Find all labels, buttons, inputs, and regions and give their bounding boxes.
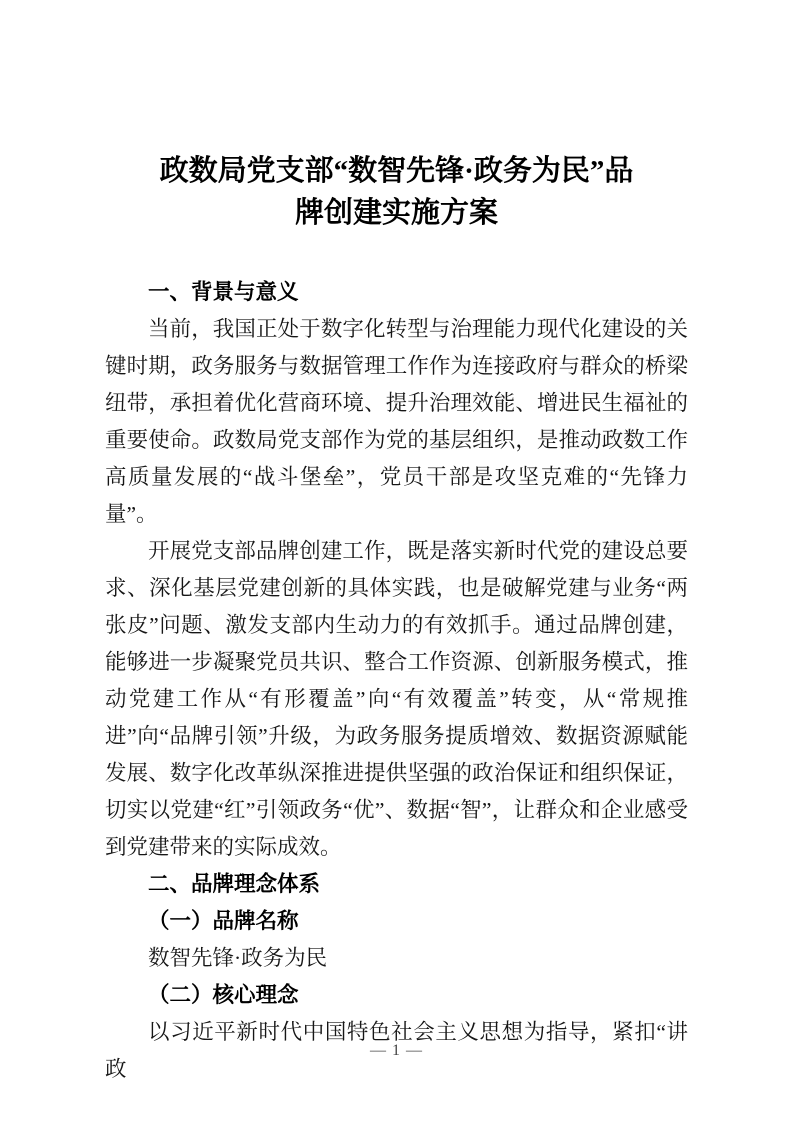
- page-footer: [0, 1042, 793, 1060]
- subsection-heading-core-concept: （二）核心理念: [148, 983, 299, 1007]
- document-title-line-1: 政数局党支部“数智先锋·政务为民”品: [159, 155, 634, 187]
- paragraph-core-concept: 以习近平新时代中国特色社会主义思想为指导，紧扣“讲政: [105, 1020, 688, 1081]
- document-title-line-2: 牌创建实施方案: [294, 197, 498, 229]
- subsection-heading-brand-name: （一）品牌名称: [148, 909, 299, 933]
- document-body: [105, 274, 688, 1088]
- section-heading-brand-concept-system: 二、品牌理念体系: [148, 872, 321, 896]
- paragraph-background-2: 开展党支部品牌创建工作，既是落实新时代党的建设总要求、深化基层党建创新的具体实践，也是破解党建与业务“两张皮”问题、激发支部内生动力的有效抓手。通过品牌创建，能够进一步凝聚党员共识、整合工作资源、创新服务模式，推动党建工作从“有形覆盖”向“有效覆盖”转变，从“常规推进”向“品牌引领”升级，为政务服务提质增效、数据资源赋能发展、数字化改革纵深推进提供坚强的政治保证和组织保证，切实以党建“红”引领政务“优”、数据“智”，让群众和企业感受到党建带来的实际成效。: [105, 539, 688, 859]
- document-title: [105, 150, 688, 234]
- page-number: — 1 —: [370, 1042, 423, 1059]
- paragraph-brand-name: 数智先锋·政务为民: [148, 946, 328, 970]
- section-heading-background-significance: 一、背景与意义: [148, 280, 299, 304]
- paragraph-background-1: 当前，我国正处于数字化转型与治理能力现代化建设的关键时期，政务服务与数据管理工作作为连接政府与群众的桥梁纽带，承担着优化营商环境、提升治理效能、增进民生福祉的重要使命。政数局党支部作为党的基层组织，是推动政数工作高质量发展的“战斗堡垒”，党员干部是攻坚克难的“先锋力量”。: [105, 317, 688, 526]
